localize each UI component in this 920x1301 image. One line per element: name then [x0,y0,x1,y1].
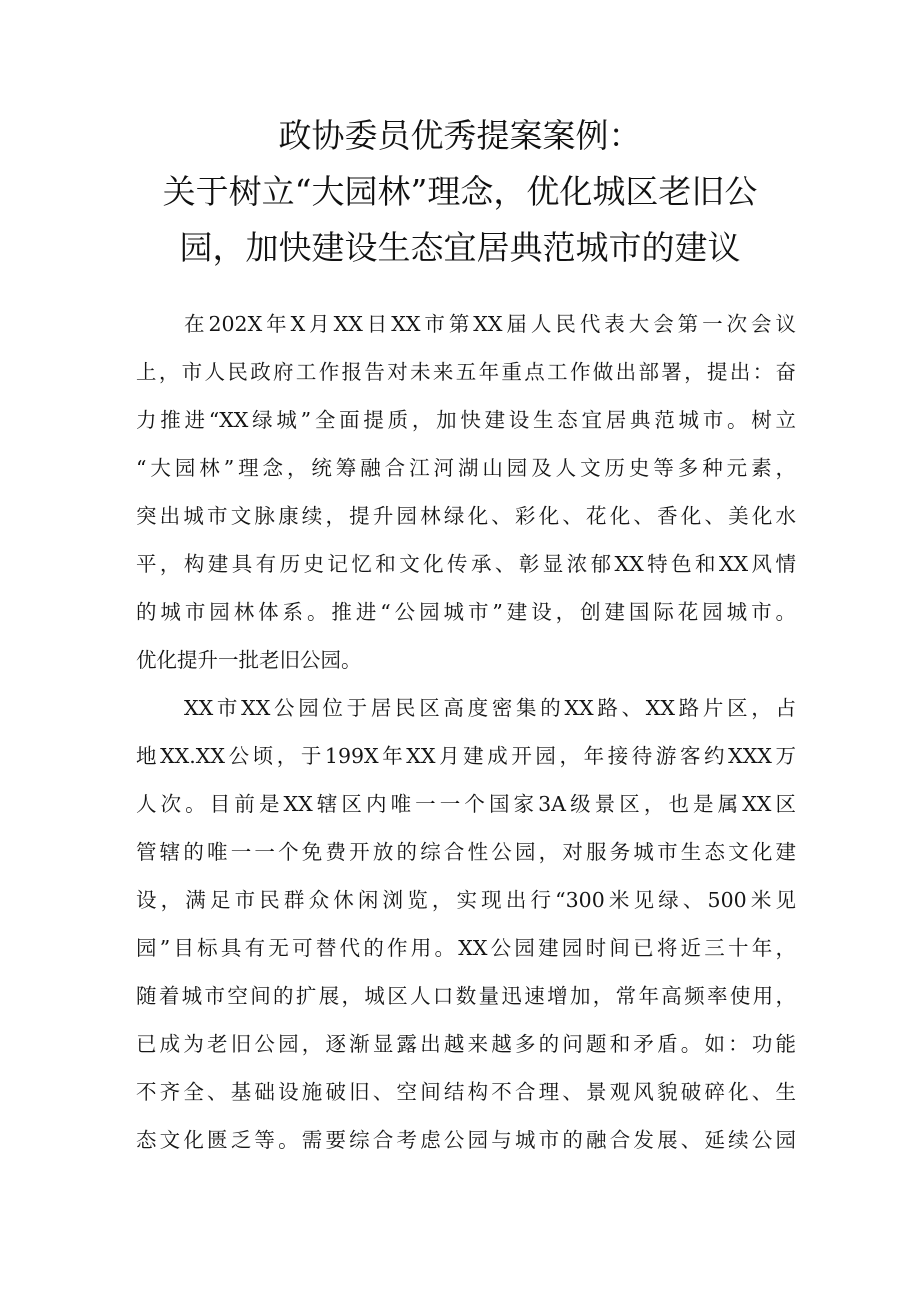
title-line-1: 政协委员优秀提案案例： [278,116,642,155]
text-line: 设，满足市民群众休闲浏览，实现出行“300米见绿、500米见 [136,888,796,912]
text-line: 地XX.XX公顷，于199X年XX月建成开园，年接待游客约XXX万 [136,744,796,768]
text-line: XX市XX公园位于居民区高度密集的XX路、XX路片区，占 [184,696,796,720]
text-line: 园”目标具有无可替代的作用。XX公园建园时间已将近三十年， [136,936,796,960]
text-line: 突出城市文脉康续，提升园林绿化、彩化、花化、香化、美化水 [136,504,796,528]
text-line: 力推进“XX绿城”全面提质，加快建设生态宜居典范城市。树立 [136,408,796,432]
text-line: 随着城市空间的扩展，城区人口数量迅速增加，常年高频率使用， [136,984,796,1008]
text-line: 上，市人民政府工作报告对未来五年重点工作做出部署，提出：奋 [136,360,796,384]
text-line: 在202X年X月XX日XX市第XX届人民代表大会第一次会议 [184,312,796,336]
text-line: 平，构建具有历史记忆和文化传承、彰显浓郁XX特色和XX风情 [136,552,796,576]
text-line: “大园林”理念，统筹融合江河湖山园及人文历史等多种元素， [136,456,796,480]
text-line: 人次。目前是XX辖区内唯一一个国家3A级景区，也是属XX区 [136,792,796,816]
document-title [120,108,800,276]
title-line-2: 关于树立“大园林”理念，优化城区老旧公 [162,172,758,211]
text-line: 态文化匮乏等。需要综合考虑公园与城市的融合发展、延续公园 [136,1128,796,1152]
title-line-3: 园，加快建设生态宜居典范城市的建议 [179,228,741,267]
text-line: 优化提升一批老旧公园。 [136,648,362,672]
text-line: 不齐全、基础设施破旧、空间结构不合理、景观风貌破碎化、生 [136,1080,796,1104]
text-line: 管辖的唯一一个免费开放的综合性公园，对服务城市生态文化建 [136,840,796,864]
text-line: 的城市园林体系。推进“公园城市”建设，创建国际花园城市。 [136,600,796,624]
text-line: 已成为老旧公园，逐渐显露出越来越多的问题和矛盾。如：功能 [136,1032,796,1056]
